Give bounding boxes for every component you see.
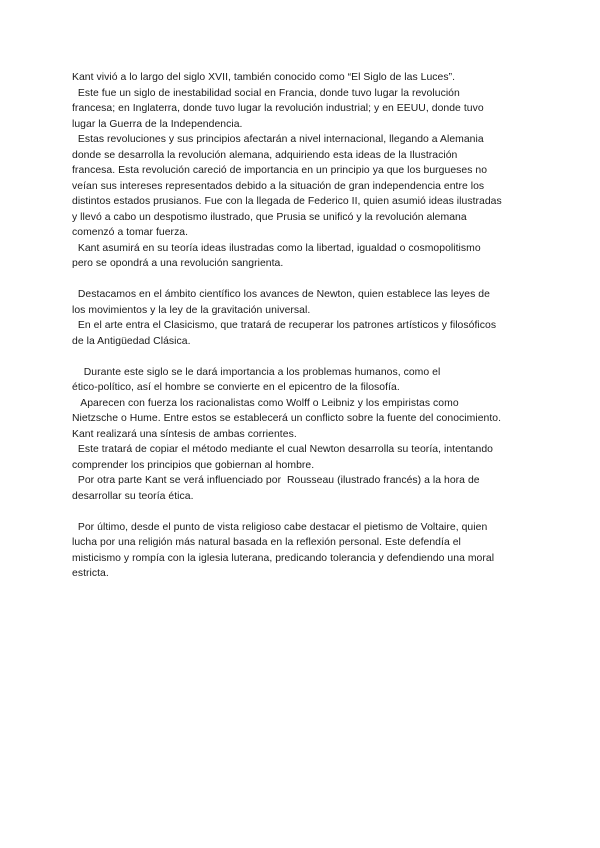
paragraph-spacer <box>72 349 532 365</box>
text-line: En el arte entra el Clasicismo, que tratará de recuperar los patrones artísticos y filosóficos <box>72 320 497 331</box>
paragraph <box>72 473 532 504</box>
text-line: Aparecen con fuerza los racionalistas como Wolff o Leibniz y los empiristas como <box>72 397 459 409</box>
text-line: francesa. Esta revolución careció de importancia en un principio ya que los burgueses no <box>72 165 488 176</box>
paragraph <box>72 241 532 272</box>
text-line: y llevó a cabo un despotismo ilustrado, que Prusia se unificó y la revolución alemana <box>72 211 467 223</box>
text-line: Este tratará de copiar el método mediante el cual Newton desarrolla su teoría, intentando <box>72 444 493 455</box>
text-line: pero se opondrá a una revolución sangrienta. <box>72 258 284 269</box>
paragraph <box>72 442 532 473</box>
text-line: lugar la Guerra de la Independencia. <box>72 118 243 130</box>
text-line: veían sus intereses representados debido a la situación de gran independencia entre los <box>72 180 485 192</box>
paragraph <box>72 318 532 349</box>
text-line: Por otra parte Kant se verá influenciado por Rousseau (ilustrado francés) a la hora de <box>72 475 480 486</box>
text-line: comprender los principios que gobiernan al hombre. <box>72 459 315 471</box>
text-line: distintos estados prusianos. Fue con la llegada de Federico II, quien asumió ideas ilustradas <box>72 196 502 207</box>
paragraph <box>72 70 532 86</box>
text-line: Destacamos en el ámbito científico los avances de Newton, quien establece las leyes de <box>72 289 490 300</box>
paragraph-spacer <box>72 504 532 520</box>
paragraph <box>72 132 532 241</box>
paragraph <box>72 396 532 443</box>
text-line: comenzó a tomar fuerza. <box>72 227 189 238</box>
text-line: Kant vivió a lo largo del siglo XVII, también conocido como “El Siglo de las Luces”. <box>72 72 456 83</box>
paragraph <box>72 86 532 133</box>
text-line: ético-político, así el hombre se convierte en el epicentro de la filosofía. <box>72 382 400 393</box>
paragraph <box>72 365 532 396</box>
text-line: Nietzsche o Hume. Entre estos se establecerá un conflicto sobre la fuente del conocimiento. <box>72 413 502 424</box>
text-line: Durante este siglo se le dará importancia a los problemas humanos, como el <box>72 366 441 378</box>
text-line: los movimientos y la ley de la gravitación universal. <box>72 304 311 316</box>
text-line: Kant realizará una síntesis de ambas corrientes. <box>72 428 297 440</box>
text-line: donde se desarrolla la revolución alemana, adquiriendo esta ideas de la Ilustración <box>72 149 458 161</box>
text-line: francesa; en Inglaterra, donde tuvo lugar la revolución industrial; y en EEUU, donde tuvo <box>72 103 484 114</box>
text-line: misticismo y rompía con la iglesia luterana, predicando tolerancia y defendiendo una moral <box>72 552 495 564</box>
paragraph <box>72 520 532 582</box>
text-line: Estas revoluciones y sus principios afectarán a nivel internacional, llegando a Alemania <box>72 134 484 145</box>
text-line: Por último, desde el punto de vista religioso cabe destacar el pietismo de Voltaire, quien <box>72 521 488 533</box>
text-line: Kant asumirá en su teoría ideas ilustradas como la libertad, igualdad o cosmopolitismo <box>72 242 481 254</box>
text-line: desarrollar su teoría ética. <box>72 490 194 502</box>
paragraph-spacer <box>72 272 532 288</box>
paragraph <box>72 287 532 318</box>
document-body <box>72 70 532 582</box>
text-line: Este fue un siglo de inestabilidad social en Francia, donde tuvo lugar la revolución <box>72 87 460 99</box>
text-line: lucha por una religión más natural basada en la reflexión personal. Este defendía el <box>72 537 461 548</box>
text-line: estricta. <box>72 568 109 579</box>
text-line: de la Antigüedad Clásica. <box>72 335 191 347</box>
